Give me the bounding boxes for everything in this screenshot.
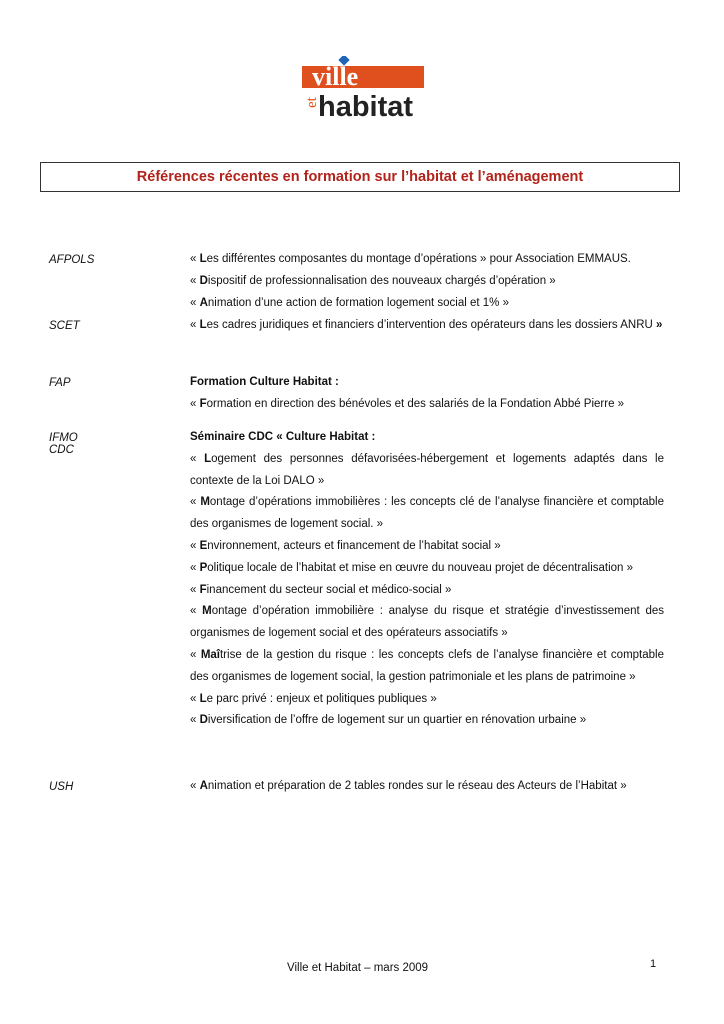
org-label: IFMO CDC <box>49 432 78 456</box>
reference-entry: « Le parc privé : enjeux et politiques publiques » <box>190 692 437 705</box>
reference-entry: « Les cadres juridiques et financiers d’intervention des opérateurs dans les dossiers ANRU » <box>190 319 663 331</box>
section-heading: Formation Culture Habitat : <box>190 376 339 388</box>
entry-list <box>190 372 664 416</box>
org-label: SCET <box>49 320 80 332</box>
title-box <box>40 162 680 192</box>
page-number: 1 <box>650 958 657 970</box>
entry-list <box>190 776 664 798</box>
reference-entry: « Environnement, acteurs et financement de l’habitat social » <box>190 539 501 552</box>
org-label: AFPOLS <box>49 254 95 266</box>
org-label: USH <box>49 781 74 793</box>
org-label: FAP <box>49 377 71 389</box>
reference-entry: « Diversification de l’offre de logement sur un quartier en rénovation urbaine » <box>190 714 587 727</box>
reference-entry: « Animation et préparation de 2 tables rondes sur le réseau des Acteurs de l’Habitat » <box>190 780 627 792</box>
reference-entry: « Maîtrise de la gestion du risque : les concepts clefs de l’analyse financière et comptable des organismes de logement social, la gestion patrimoniale et les plans de patrimoine » <box>190 648 664 683</box>
logo-word-et: et <box>304 97 320 108</box>
ville-et-habitat-logo <box>298 56 426 120</box>
logo-word-ville: ville <box>312 62 359 91</box>
reference-entry: « Logement des personnes défavorisées-hébergement et logements adaptés dans le contexte de la Loi DALO » <box>190 452 665 487</box>
reference-entry: « Animation d’une action de formation logement social et 1% » <box>190 296 510 309</box>
reference-entry: « Les différentes composantes du montage d’opérations » pour Association EMMAUS. <box>190 253 631 265</box>
reference-entry: « Montage d’opérations immobilières : les concepts clé de l’analyse financière et comptable des organismes de logement social. » <box>190 496 664 531</box>
entry-list <box>190 315 664 337</box>
reference-entry: « Dispositif de professionnalisation des nouveaux chargés d’opération » <box>190 274 556 287</box>
section-heading: Séminaire CDC « Culture Habitat : <box>190 431 376 443</box>
entry-list <box>190 427 664 732</box>
reference-entry: « Financement du secteur social et médico-social » <box>190 583 452 596</box>
reference-entry: « Formation en direction des bénévoles et des salariés de la Fondation Abbé Pierre » <box>190 397 625 410</box>
footer-text: Ville et Habitat – mars 2009 <box>287 962 429 974</box>
reference-entry: « Politique locale de l’habitat et mise en œuvre du nouveau projet de décentralisation » <box>190 561 634 574</box>
reference-entry: « Montage d’opération immobilière : analyse du risque et stratégie d’investissement des organismes de logement social et des opérateurs associatifs » <box>190 605 664 640</box>
logo-word-habitat: habitat <box>318 91 414 120</box>
entry-list <box>190 249 664 314</box>
page-title: Références récentes en formation sur l’habitat et l’aménagement <box>136 169 584 185</box>
